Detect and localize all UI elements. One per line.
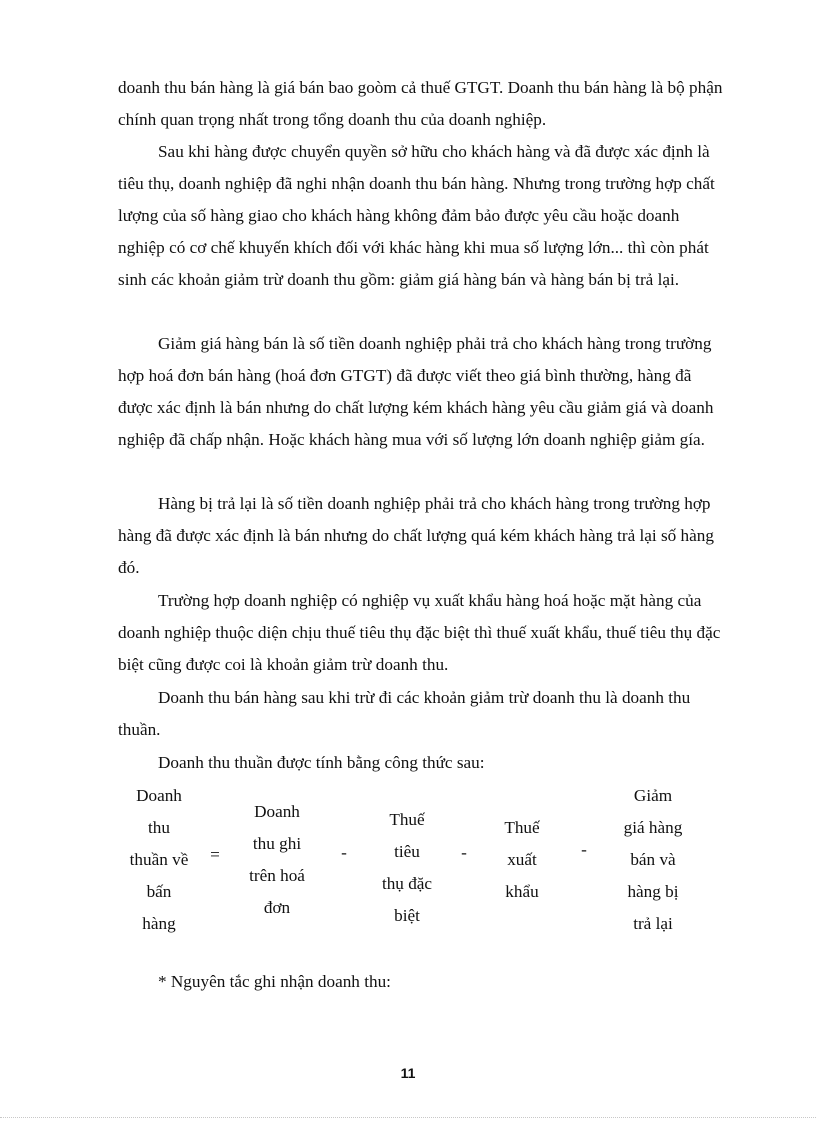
paragraph-formula-intro: Doanh thu thuần được tính bằng công thức sau:: [158, 753, 485, 772]
formula-result-term: Doanh thu thuần về bấn hàng: [129, 786, 189, 933]
bottom-divider: [0, 1117, 816, 1118]
page-number: 11: [400, 1065, 416, 1081]
paragraph-export-tax: Trường hợp doanh nghiệp có nghiệp vụ xuất khẩu hàng hoá hoặc mặt hàng của doanh nghiệp thuộc diện chịu thuế tiêu thụ đặc biệt thì thuế xuất khẩu, thuế tiêu thụ đặc biệt cũng được coi là khoản giảm trừ doanh thu.: [118, 591, 721, 674]
paragraph-intro: doanh thu bán hàng là giá bán bao goòm cả thuế GTGT. Doanh thu bán hàng là bộ phận chính quan trọng nhất trong tổng doanh thu của doanh nghiệp.: [118, 78, 723, 129]
formula-discounts-returns-term: Giảm giá hàng bán và hàng bị trả lại: [623, 786, 683, 933]
formula-equals-sign: =: [210, 845, 220, 864]
formula-special-consumption-tax-term: Thuế tiêu thụ đặc biệt: [381, 810, 433, 925]
formula-minus-sign-2: -: [461, 843, 467, 862]
note-revenue-recognition-principles: * Nguyên tắc ghi nhận doanh thu:: [158, 972, 391, 991]
paragraph-net-revenue: Doanh thu bán hàng sau khi trừ đi các khoản giảm trừ doanh thu là doanh thu thuần.: [118, 688, 691, 739]
paragraph-revenue-recognition: Sau khi hàng được chuyển quyền sở hữu cho khách hàng và đã được xác định là tiêu thụ, doanh nghiệp đã nghi nhận doanh thu bán hàng. Nhưng trong trường hợp chất lượng của số hàng giao cho khách hàng không đảm bảo được yêu cầu hoặc doanh nghiệp có cơ chế khuyến khích đối với khác hàng khi mua số lượng lớn... thì còn phát sinh các khoản giảm trừ doanh thu gồm: giảm giá hàng bán và hàng bán bị trả lại.: [118, 142, 715, 289]
formula-minus-sign-1: -: [341, 843, 347, 862]
paragraph-sales-returns: Hàng bị trả lại là số tiền doanh nghiệp phải trả cho khách hàng trong trường hợp hàng đã được xác định là bán nhưng do chất lượng quá kém khách hàng trả lại số hàng đó.: [118, 494, 714, 577]
paragraph-sales-discount: Giảm giá hàng bán là số tiền doanh nghiệp phải trả cho khách hàng trong trường hợp hoá đơn bán hàng (hoá đơn GTGT) đã được viết theo giá bình thường, hàng đã được xác định là bán nhưng do chất lượng kém khách hàng yêu cầu giảm giá và doanh nghiệp đã chấp nhận. Hoặc khách hàng mua với số lượng lớn doanh nghiệp giảm gía.: [118, 334, 714, 449]
formula-export-tax-term: Thuế xuất khẩu: [504, 818, 540, 901]
formula-minus-sign-3: -: [581, 840, 587, 859]
formula-invoice-revenue-term: Doanh thu ghi trên hoá đơn: [249, 802, 305, 917]
